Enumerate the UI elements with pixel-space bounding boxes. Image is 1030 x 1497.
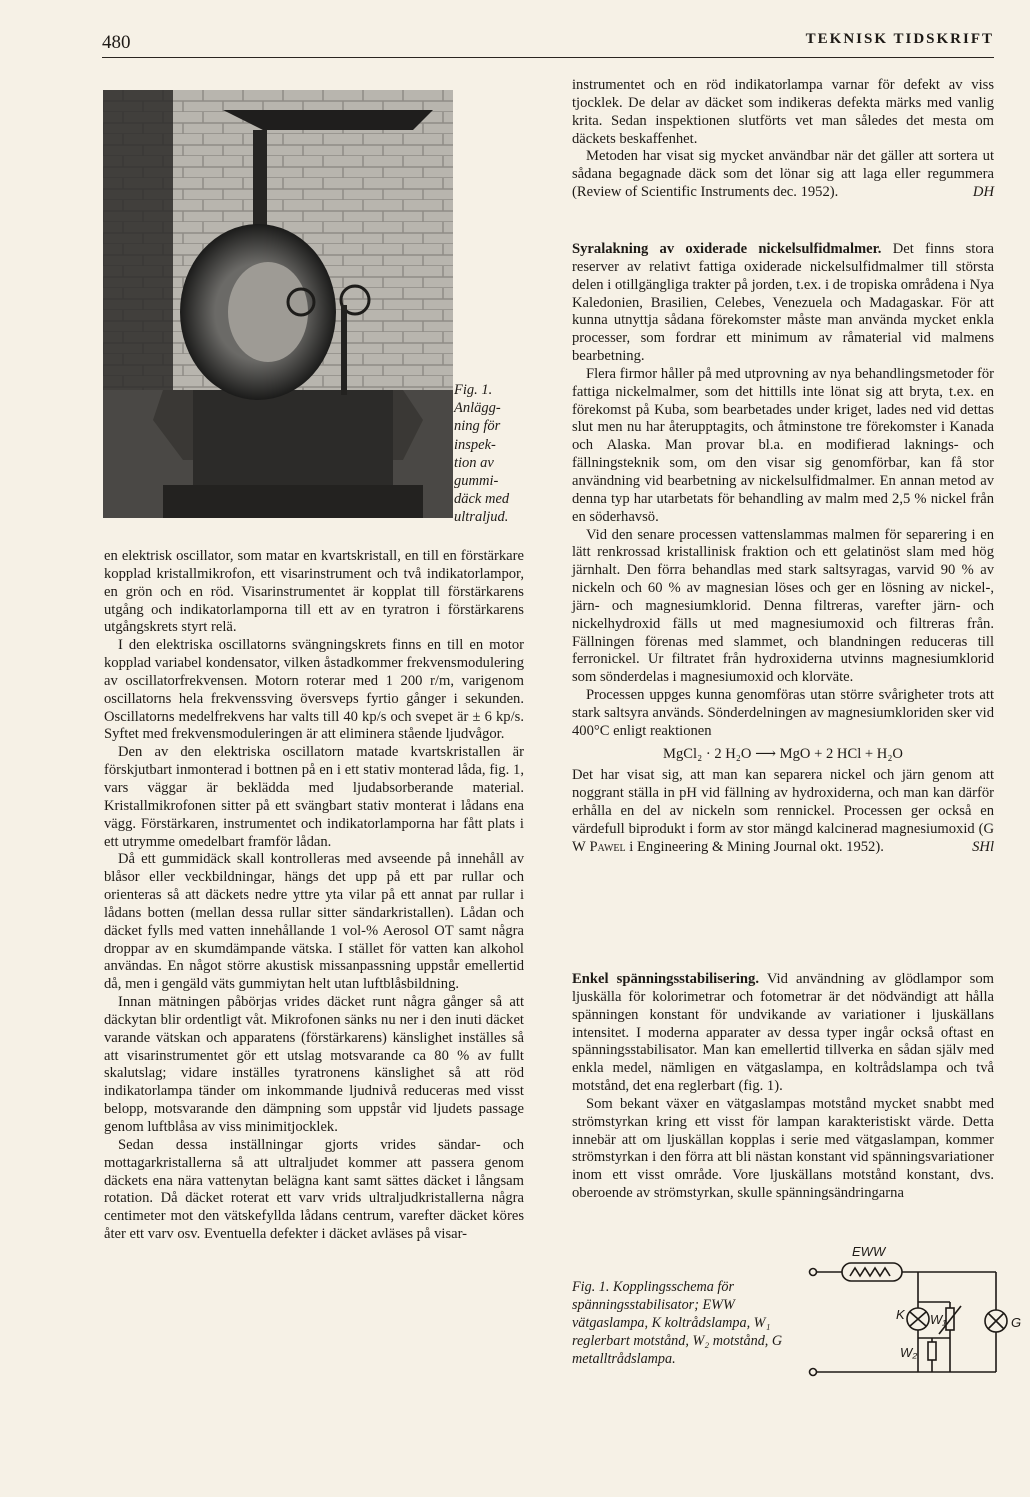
caption-line: Anlägg-	[454, 400, 501, 417]
right-column-top	[572, 77, 994, 202]
article-title: Syralakning av oxiderade nickelsulfidmalmer.	[572, 241, 882, 257]
journal-title: TEKNISK TIDSKRIFT	[805, 31, 994, 47]
figure-caption-2: Fig. 1. Kopplingsschema för spänningsstabilisator; EWW vätgaslampa, K koltrådslampa, W₁ reglerbart motstånd, W₂ motstånd, G metalltrådslampa.	[572, 1279, 783, 1367]
paragraph	[572, 241, 994, 366]
figure-caption-1	[454, 381, 530, 527]
paragraph: Innan mätningen påbörjas vrides däcket runt några gånger så att däckytan blir ordentligt våt. Mikrofonen sänks nu ner i den inuti däcket varande vätskan och apparatens (förstärkarens) känslighet inställes så att visarinstrumentet gör ett utslag motsvarande ca 80 % av fullt skalutslag; vidare inställes tyratronens känslighet så att röd indikatorlampa tänder om inkommande ljudnivå reduceras med visst belopp, motsvarande den dämpning som uppstår vid ljudets passage genom luftblåsa av viss minimitjocklek.	[104, 994, 524, 1135]
label-w1: W₁	[930, 1312, 947, 1327]
label-w2: W₂	[900, 1345, 918, 1360]
paragraph: Sedan dessa inställningar gjorts vrides sändar- och mottagarkristallerna så att ultraljudet kommer att passera genom däckets ena nära vattenytan belägna kant samt sättes däcket i långsam rotation. Då däcket roterat ett varv vrids ultraljudkristallerna några centimeter mot den vätskefyllda lådans centrum, varefter däcket köres åter ett varv osv. Eventuella defekter i däcket avläses på visar-	[104, 1136, 524, 1243]
header-rule	[102, 57, 994, 58]
page-number: 480	[102, 32, 131, 53]
right-column-article-nickel	[572, 241, 994, 857]
tire-inspection-photo	[103, 90, 453, 518]
paragraph-text: Vid användning av glödlampor som ljuskälla för kolorimetrar och fotometrar är det nödvändigt att hålla spänningen konstant för undvikande av variationer i ljuskällans intensitet. I moderna apparater av dessa typer ingår också oftast en spänningsstabilisator. Man kan emellertid tillverka en sådan själv med enkla medel, nämligen en vätgaslampa, en koltrådslampa och två motstånd, det ena reglerbart (fig. 1).	[572, 971, 994, 1095]
paragraph-text: Det har visat sig, att man kan separera nickel och järn genom att noggrant ställa in pH vid fällning av hydroxiderna, och man kan därför erhålla en del av nickeln som rennickel. Processen ger också en värdefull biprodukt i form av stor mängd kalcinerad magnesiumoxid (G W	[572, 767, 994, 855]
author-name: Pawel	[589, 838, 626, 855]
paragraph: Den av den elektriska oscillatorn matade kvartskristallen är förskjutbart inmonterad i bottnen på en i ett stativ monterad låda, fig. 1, vars väggar är beklädda med ljudabsorberande material. Kristallmikrofonen sitter på ett svängbart stativ monterat i lådans ena vägg. Förstärkaren, instrumentet och indikatorlamporna har fått plats i ett utrymme omedelbart framför lådan.	[104, 744, 524, 850]
paragraph: Processen uppges kunna genomföras utan större svårigheter trots att stark saltsyra används. Sönderdelningen av magnesiumkloriden sker vid 400°C enligt reaktionen	[572, 687, 994, 739]
author-signature: SHl	[972, 838, 994, 855]
paragraph-text: Metoden har visat sig mycket användbar när det gäller att sortera ut sådana begagnade däck som det lönar sig att laga eller regummera (Review of Scientific Instruments dec. 1952).	[572, 148, 994, 201]
paragraph: en elektrisk oscillator, som matar en kvartskristall, en till en förstärkare kopplad kristallmikrofon, ett visarinstrument och två indikatorlampor, en grön och en röd. Visarinstrumentet är kopplat till förstärkarens utgång och indikatorlamporna till ett av en tyratron i förstärkarens utgångskrets styrt relä.	[104, 548, 524, 636]
paragraph: I den elektriska oscillatorns svängningskrets finns en till en motor kopplad variabel kondensator, vilken åstadkommer frekvensmodulering av oscillatorfrekvensen. Motorn roterar med 1 200 r/m, varigenom oscillatorns hela frekvenssving översveps fyrtio gånger i sekunden. Oscillatorns medelfrekvens har valts till 40 kp/s och svepet är ± 6 kp/s. Syftet med frekvensmoduleringen är att eliminera stående ljudvågor.	[104, 637, 524, 743]
chemical-formula: MgCl₂ · 2 H₂O ⟶ MgO + 2 HCl + H₂O	[663, 745, 903, 762]
paragraph: instrumentet och en röd indikatorlampa varnar för defekt av viss tjocklek. De delar av däcket som indikeras defekta märks med vanlig krita. Sedan inspektionen slutförts vet man således det mesta om däckets beskaffenhet.	[572, 77, 994, 147]
paragraph	[572, 767, 994, 856]
paragraph	[572, 148, 994, 202]
caption-line: ning för	[454, 418, 501, 435]
paragraph-text: Det finns stora reserver av relativt fattiga oxiderade nickelsulfidmalmer till största delen i otillgängliga trakter på jorden, t.ex. i de tropiska områdena i Nya Kaledonien, Brasilien, Celebes, Venezuela och Madagaskar. För att kunna utnyttja sådana förekomster måste man använda mycket enkla processer, som fordrar ett minimum av råmaterial vid malmens bearbetning.	[572, 241, 994, 365]
paragraph: Flera firmor håller på med utprovning av nya behandlingsmetoder för fattiga nickelmalmer, som det hittills inte lönat sig att bryta, t.ex. en förekomst på Kuba, som bearbetades under kriget, lades ned vid dettas slut men nu har återupptagits, och åtminstone tre förekomster i Kanada och Alaska. Man provar bl.a. en modifierad laknings- och fällningsteknik som, om den visar sig genomförbar, kan få stor användning vid bearbetning av nickelsulfidmalmer. En annan metod av denna typ har utarbetats för behandling av malm med 2,5 % nickel från en söderhavsö.	[572, 365, 994, 525]
label-eww: EWW	[852, 1244, 886, 1259]
caption-line: gummi-	[454, 473, 499, 490]
caption-line: tion av	[454, 454, 494, 471]
left-column	[104, 548, 524, 1244]
caption-line: Fig. 1.	[454, 382, 493, 398]
paragraph-text: i Engineering & Mining Journal okt. 1952).	[629, 838, 884, 855]
caption-line: däck med	[454, 491, 510, 508]
right-column-article-stabilizer	[572, 971, 994, 1203]
label-k: K	[896, 1307, 905, 1322]
caption-line: ultraljud.	[454, 509, 509, 526]
label-g: G	[1011, 1315, 1022, 1330]
article-title: Enkel spänningsstabilisering.	[572, 971, 759, 987]
paragraph: Vid den senare processen vattenslammas malmen för separering i en lätt renkrossad kristallinisk fraktion och ett gelatinöst slam med hög järnhalt. Den förra behandlas med stark saltsyragas, varvid 90 % av nickeln och 60 % av magnesian löses och ger en lösning av nickel-, järn- och magnesiumklorid. Denna filtreras, varefter järn- och nickelhydroxid fälls ut med magnesiumoxid och filtreras från. Fällningen förenas med slammet, och blandningen reduceras till ferronickel. Ur filtratet från hydroxiderna utvinns magnesiumklorid som sönderdelas i magnesiumoxid och klorväte.	[572, 526, 994, 686]
paragraph	[572, 971, 994, 1096]
caption-line: inspek-	[454, 436, 496, 453]
author-signature: DH	[972, 184, 994, 201]
paragraph: Då ett gummidäck skall kontrolleras med avseende på innehåll av blåsor eller veckbildningar, hängs det upp på ett par rullar och orienteras så att däckets nedre yttre yta vilar på ett annat par rullar i lådans botten (mellan dessa rullar sitter sändarkristallen). Lådan och däcket fylls med vatten innehållande 1 vol-% Aerosol OT samt några droppar av en skumdämpande vätska. I stället för vatten kan alkohol användas. En något större akustisk missanpassning uppstår emellertid då, men i gengäld väts gummiytan helt utan luftblåsbildning.	[104, 851, 524, 993]
paragraph: Som bekant växer en vätgaslampas motstånd mycket snabbt med strömstyrkan kring ett visst för lampan karakteristiskt värde. Detta innebär att om ljuskällan kopplas i serie med vätgaslampan, kommer strömstyrkan i den förra att bli nästan konstant vid spänningsvariationer inom ett visst område. Vore ljuskällans motstånd konstant, dvs. oberoende av strömstyrkan, skulle spänningsändringarna	[572, 1095, 994, 1202]
circuit-diagram	[800, 1242, 1022, 1392]
